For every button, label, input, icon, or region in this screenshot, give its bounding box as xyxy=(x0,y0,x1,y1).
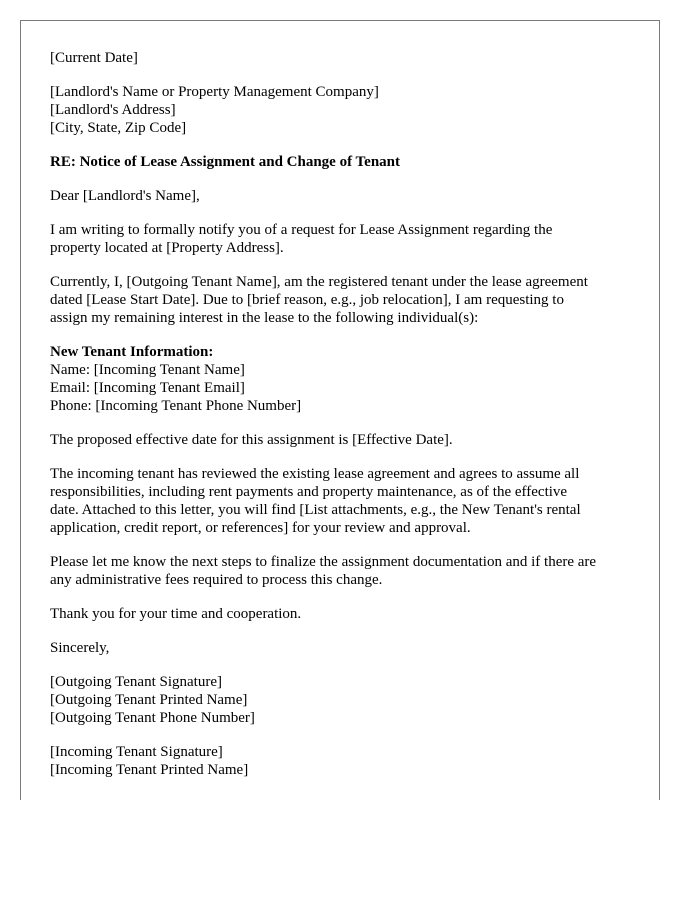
paragraph-line: The proposed effective date for this assignment is [Effective Date]. xyxy=(50,432,453,448)
incoming-signature: [Incoming Tenant Signature] xyxy=(50,744,223,760)
paragraph-line: responsibilities, including rent payments and property maintenance, as of the effective xyxy=(50,484,568,500)
paragraph-line: property located at [Property Address]. xyxy=(50,240,284,256)
paragraph-line: dated [Lease Start Date]. Due to [brief reason, e.g., job relocation], I am requesting to xyxy=(50,292,564,308)
date-block xyxy=(50,49,640,67)
outgoing-signature-block xyxy=(50,673,640,727)
paragraph-line: I am writing to formally notify you of a request for Lease Assignment regarding the xyxy=(50,222,553,238)
paragraph-line: Thank you for your time and cooperation. xyxy=(50,606,302,622)
effective-date-paragraph xyxy=(50,431,640,449)
new-tenant-email: Email: [Incoming Tenant Email] xyxy=(50,380,245,396)
incoming-printed-name: [Incoming Tenant Printed Name] xyxy=(50,762,249,778)
paragraph-line: Currently, I, [Outgoing Tenant Name], am the registered tenant under the lease agreement xyxy=(50,274,588,290)
subject-line xyxy=(50,153,640,171)
intro-paragraph xyxy=(50,221,640,257)
outgoing-signature: [Outgoing Tenant Signature] xyxy=(50,674,222,690)
recipient-address xyxy=(50,83,640,137)
new-tenant-phone: Phone: [Incoming Tenant Phone Number] xyxy=(50,398,302,414)
paragraph-line: Please let me know the next steps to finalize the assignment documentation and if there are xyxy=(50,554,597,570)
paragraph-line: any administrative fees required to process this change. xyxy=(50,572,383,588)
salutation-text: Dear [Landlord's Name], xyxy=(50,188,200,204)
review-paragraph xyxy=(50,465,640,537)
thanks-paragraph xyxy=(50,605,640,623)
current-tenant-paragraph xyxy=(50,273,640,327)
recipient-street: [Landlord's Address] xyxy=(50,102,176,118)
new-tenant-name: Name: [Incoming Tenant Name] xyxy=(50,362,245,378)
outgoing-phone: [Outgoing Tenant Phone Number] xyxy=(50,710,255,726)
incoming-signature-block xyxy=(50,743,640,779)
letter-page xyxy=(20,20,660,800)
new-tenant-info xyxy=(50,343,640,415)
subject-text: RE: Notice of Lease Assignment and Change of Tenant xyxy=(50,154,401,170)
paragraph-line: date. Attached to this letter, you will find [List attachments, e.g., the New Tenant's rental xyxy=(50,502,581,518)
paragraph-line: The incoming tenant has reviewed the existing lease agreement and agrees to assume all xyxy=(50,466,580,482)
recipient-name: [Landlord's Name or Property Management Company] xyxy=(50,84,379,100)
paragraph-line: assign my remaining interest in the lease to the following individual(s): xyxy=(50,310,479,326)
salutation xyxy=(50,187,640,205)
recipient-city: [City, State, Zip Code] xyxy=(50,120,187,136)
next-steps-paragraph xyxy=(50,553,640,589)
letter-date: [Current Date] xyxy=(50,50,138,66)
closing-text: Sincerely, xyxy=(50,640,110,656)
letter-body xyxy=(50,49,640,795)
paragraph-line: application, credit report, or references] for your review and approval. xyxy=(50,520,471,536)
closing xyxy=(50,639,640,657)
new-tenant-heading: New Tenant Information: xyxy=(50,344,214,360)
outgoing-printed-name: [Outgoing Tenant Printed Name] xyxy=(50,692,248,708)
